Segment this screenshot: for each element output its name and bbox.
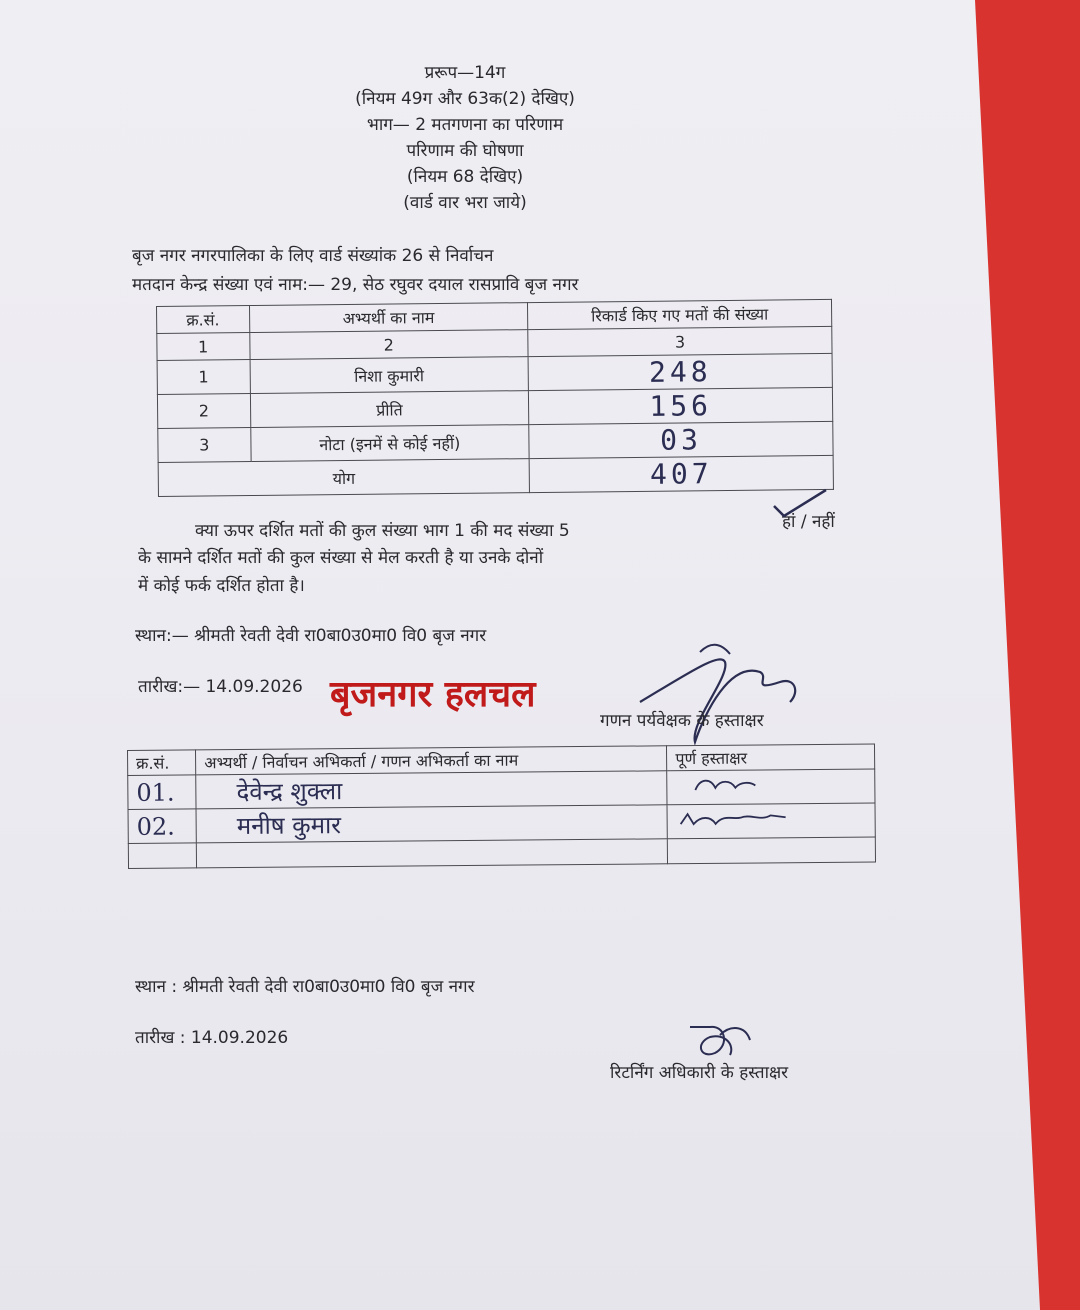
total-row <box>158 455 833 496</box>
results-table <box>156 299 834 497</box>
supervisor-sign-label: गणन पर्यवेक्षक के हस्ताक्षर <box>600 711 764 731</box>
total-votes: 407 <box>529 455 833 492</box>
header-votes: रिकार्ड किए गए मतों की संख्या <box>528 299 832 329</box>
ro-sign-label: रिटर्निंग अधिकारी के हस्ताक्षर <box>610 1063 789 1083</box>
agent-signature <box>667 803 875 839</box>
row-votes: 156 <box>529 387 833 424</box>
total-label: योग <box>158 459 530 497</box>
colnum-2: 2 <box>249 330 528 360</box>
agent-signature <box>667 769 875 805</box>
yes-no-answer: हां / नहीं <box>782 512 835 532</box>
date-line-1: तारीख:— 14.09.2026 <box>138 677 303 697</box>
supervisor-signature <box>630 632 810 752</box>
booth-line: मतदान केन्द्र संख्या एवं नाम:— 29, सेठ रघुवर दयाल रासप्रावि बृज नगर <box>132 275 579 295</box>
row-name: नोटा (इनमें से कोई नहीं) <box>250 425 529 462</box>
election-line: बृज नगर नगरपालिका के लिए वार्ड संख्यांक 26 से निर्वाचन <box>132 246 494 266</box>
agent-name: मनीष कुमार <box>196 805 667 843</box>
agents-header-name: अभ्यर्थी / निर्वाचन अभिकर्ता / गणन अभिकर्ता का नाम <box>196 746 667 775</box>
agents-header-sno: क्र.सं. <box>128 750 196 776</box>
agent-name: देवेन्द्र शुक्ला <box>196 771 667 809</box>
question-line-1: क्या ऊपर दर्शित मतों की कुल संख्या भाग 1 की मद संख्या 5 <box>195 521 570 541</box>
row-name: प्रीति <box>250 391 529 428</box>
returning-officer-signature <box>680 1015 760 1060</box>
rule-68-reference: (नियम 68 देखिए) <box>406 167 524 187</box>
colnum-3: 3 <box>528 326 832 356</box>
question-line-3: में कोई फर्क दर्शित होता है। <box>138 576 305 596</box>
rule-reference: (नियम 49ग और 63क(2) देखिए) <box>355 89 575 109</box>
row-votes: 248 <box>528 353 832 390</box>
row-sno: 2 <box>157 394 250 429</box>
row-name: निशा कुमारी <box>250 357 529 394</box>
part-title: भाग— 2 मतगणना का परिणाम <box>366 115 564 135</box>
header-sno: क्र.सं. <box>157 306 250 334</box>
row-votes: 03 <box>529 421 833 458</box>
header-candidate-name: अभ्यर्थी का नाम <box>249 303 528 333</box>
place-line-1: स्थान:— श्रीमती रेवती देवी रा0बा0उ0मा0 वि0 बृज नगर <box>135 626 487 646</box>
watermark-text: बृजनगर हलचल <box>330 674 536 715</box>
agent-sno: 01. <box>128 775 196 810</box>
row-sno: 1 <box>157 360 250 395</box>
question-line-2: के सामने दर्शित मतों की कुल संख्या से मेल करती है या उनके दोनों <box>138 548 544 568</box>
row-sno: 3 <box>158 428 251 463</box>
colnum-1: 1 <box>157 333 250 361</box>
ward-wise-note: (वार्ड वार भरा जाये) <box>403 193 527 213</box>
form-number: प्ररूप—14ग <box>424 63 506 83</box>
place-line-2: स्थान : श्रीमती रेवती देवी रा0बा0उ0मा0 वि0 बृज नगर <box>135 977 475 997</box>
tick-mark-icon <box>770 486 830 522</box>
date-line-2: तारीख : 14.09.2026 <box>135 1028 289 1048</box>
agents-table <box>127 743 876 869</box>
declaration-title: परिणाम की घोषणा <box>406 141 524 161</box>
agent-sno: 02. <box>128 809 196 844</box>
agents-header-sign: पूर्ण हस्ताक्षर <box>667 744 875 771</box>
